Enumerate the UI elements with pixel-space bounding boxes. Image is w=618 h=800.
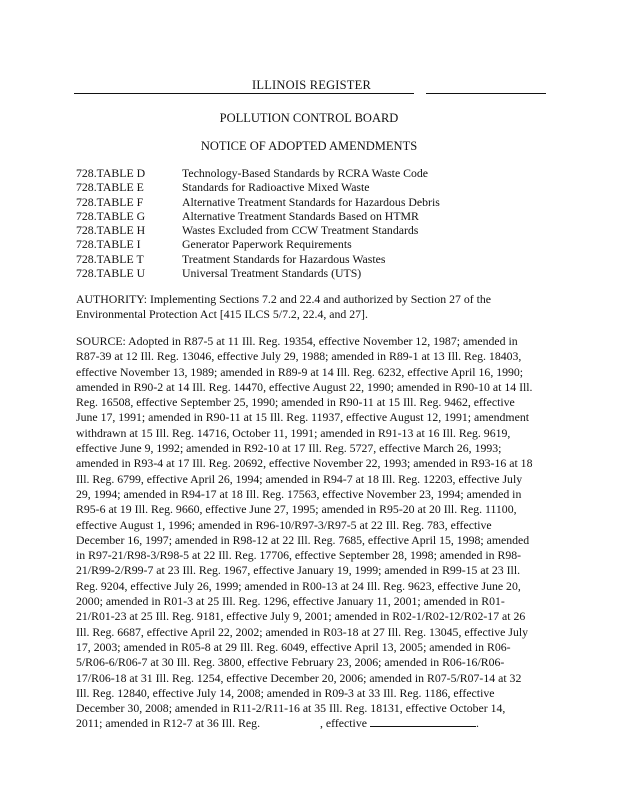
table-description: Wastes Excluded from CCW Treatment Standards xyxy=(182,223,419,238)
table-description: Universal Treatment Standards (UTS) xyxy=(182,266,362,281)
register-header xyxy=(74,76,546,96)
source-line: SOURCE: Adopted in R87-5 at 11 Ill. Reg. 19354, effective November 12, 1987; amended in xyxy=(76,334,518,348)
source-line: R87-39 at 12 Ill. Reg. 13046, effective July 29, 1988; amended in R89-1 at 13 Ill. Reg. 18403, xyxy=(76,349,522,364)
source-line: effective August 1, 1996; amended in R96-10/R97-3/R97-5 at 22 Ill. Reg. 783, effective xyxy=(76,517,492,532)
source-line: June 17, 1991; amended in R90-11 at 15 Ill. Reg. 11937, effective August 12, 1991; amendment xyxy=(76,410,530,425)
source-paragraph xyxy=(76,334,550,732)
table-row xyxy=(76,166,546,180)
table-description: Alternative Treatment Standards Based on HTMR xyxy=(182,208,419,223)
table-row xyxy=(76,223,546,237)
table-description: Standards for Radioactive Mixed Waste xyxy=(182,180,370,195)
source-line: 29, 1994; amended in R94-17 at 18 Ill. Reg. 17563, effective November 23, 1994; amended in xyxy=(76,486,522,501)
header-rule-right xyxy=(426,93,546,94)
source-last-line-prefix: 2011; amended in R12-7 at 36 Ill. Reg. xyxy=(76,716,261,731)
agency-name: POLLUTION CONTROL BOARD xyxy=(219,111,399,125)
source-line: R95-6 at 19 Ill. Reg. 9660, effective June 27, 1995; amended in R95-20 at 20 Ill. Reg. 11100, xyxy=(76,502,517,517)
table-description: Generator Paperwork Requirements xyxy=(182,237,352,252)
source-line: in R97-21/R98-3/R98-5 at 22 Ill. Reg. 17706, effective September 28, 1998; amended in R98- xyxy=(76,548,522,563)
source-line: 17/R06-18 at 31 Ill. Reg. 1254, effective December 20, 2006; amended in R07-5/R07-14 at 32 xyxy=(76,670,522,685)
authority-line: AUTHORITY: Implementing Sections 7.2 and 22.4 and authorized by Section 27 of the xyxy=(76,292,492,306)
source-line: Ill. Reg. 12840, effective July 14, 2008; amended in R09-3 at 33 Ill. Reg. 1186, effective xyxy=(76,685,495,700)
source-line: withdrawn at 15 Ill. Reg. 14716, October 11, 1991; amended in R91-13 at 16 Ill. Reg. 9619, xyxy=(76,425,511,440)
table-list xyxy=(76,166,546,280)
source-line: December 16, 1997; amended in R98-12 at 22 Ill. Reg. 7685, effective April 15, 1998; amended xyxy=(76,532,530,547)
table-id: 728.TABLE I xyxy=(76,237,141,252)
source-line: 17, 2003; amended in R05-8 at 29 Ill. Reg. 6049, effective April 13, 2005; amended in R06- xyxy=(76,639,511,654)
source-line: amended in R93-4 at 17 Ill. Reg. 20692, effective November 22, 1993; amended in R93-16 at 18 xyxy=(76,456,533,471)
table-id: 728.TABLE U xyxy=(76,266,146,281)
source-line: effective November 13, 1989; amended in R89-9 at 14 Ill. Reg. 6232, effective April 16, 1990; xyxy=(76,364,524,379)
table-description: Technology-Based Standards by RCRA Waste Code xyxy=(182,166,429,180)
source-effective-label: , effective xyxy=(320,716,367,731)
source-last-line: 2011; amended in R12-7 at 36 Ill. Reg. , effective . xyxy=(76,716,479,731)
table-id: 728.TABLE G xyxy=(76,208,146,223)
source-line: 5/R06-6/R06-7 at 30 Ill. Reg. 3800, effective February 23, 2006; amended in R06-16/R06- xyxy=(76,655,505,670)
source-line: December 30, 2008; amended in R11-2/R11-16 at 35 Ill. Reg. 18131, effective October 14, xyxy=(76,701,506,716)
table-row xyxy=(76,195,546,209)
table-row xyxy=(76,266,546,280)
register-title: ILLINOIS REGISTER xyxy=(252,78,372,92)
table-row xyxy=(76,252,546,266)
table-id: 728.TABLE H xyxy=(76,223,146,238)
source-line: 21/R99-2/R99-7 at 23 Ill. Reg. 1967, effective January 19, 1999; amended in R99-15 at 23 Ill. xyxy=(76,563,521,578)
source-line: effective June 9, 1992; amended in R92-10 at 17 Ill. Reg. 5727, effective March 26, 1993; xyxy=(76,441,502,456)
authority-paragraph xyxy=(76,292,550,323)
authority-line: Environmental Protection Act [415 ILCS 5/7.2, 22.4, and 27]. xyxy=(76,307,368,322)
table-row xyxy=(76,209,546,223)
table-id: 728.TABLE D xyxy=(76,166,146,180)
table-id: 728.TABLE T xyxy=(76,251,144,266)
source-line: Reg. 16508, effective September 25, 1990; amended in R90-11 at 15 Ill. Reg. 9462, effective xyxy=(76,395,515,410)
source-line: amended in R90-2 at 14 Ill. Reg. 14470, effective August 22, 1990; amended in R90-10 at 14 Ill. xyxy=(76,379,533,394)
table-description: Alternative Treatment Standards for Hazardous Debris xyxy=(182,194,440,209)
header-rule-left xyxy=(74,93,414,94)
table-row xyxy=(76,237,546,251)
source-line: Ill. Reg. 6799, effective April 26, 1994; amended in R94-7 at 18 Ill. Reg. 12203, effective July xyxy=(76,471,523,486)
table-row xyxy=(76,180,546,194)
source-line: 2000; amended in R01-3 at 25 Ill. Reg. 1296, effective January 11, 2001; amended in R01- xyxy=(76,594,505,609)
table-description: Treatment Standards for Hazardous Wastes xyxy=(182,251,386,266)
table-id: 728.TABLE E xyxy=(76,180,144,195)
source-line: 21/R01-23 at 25 Ill. Reg. 9181, effective July 9, 2001; amended in R02-1/R02-12/R02-17 at 26 xyxy=(76,609,526,624)
source-line: Reg. 9204, effective July 26, 1999; amended in R00-13 at 24 Ill. Reg. 9623, effective June 20, xyxy=(76,578,521,593)
effective-date-blank xyxy=(370,716,476,727)
notice-title: NOTICE OF ADOPTED AMENDMENTS xyxy=(200,139,418,153)
table-id: 728.TABLE F xyxy=(76,194,144,209)
source-line: Ill. Reg. 6687, effective April 22, 2002; amended in R03-18 at 27 Ill. Reg. 13045, effective July xyxy=(76,624,529,639)
